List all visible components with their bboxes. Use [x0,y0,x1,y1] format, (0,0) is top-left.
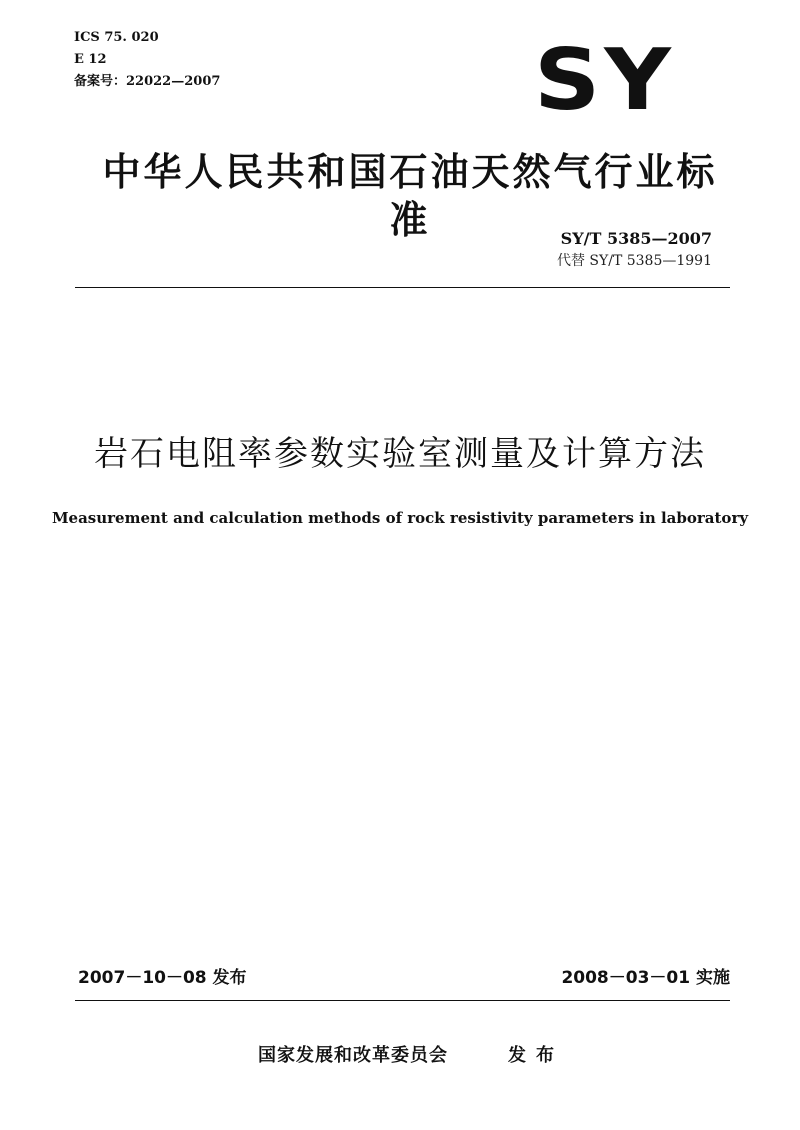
issuing-authority: 国家发展和改革委员会 [258,1045,448,1066]
bottom-divider [75,1000,730,1001]
replaces-standard: 代替 SY/T 5385—1991 [556,253,712,269]
standard-number: SY/T 5385—2007 [560,229,712,248]
top-divider [75,287,730,288]
ics-code: ICS 75. 020 [74,30,159,45]
implementation-date: 2008－03－01 实施 [561,968,730,988]
document-title-chinese: 岩石电阻率参数实验室测量及计算方法 [94,434,706,474]
classification-code: E 12 [74,52,107,67]
standard-organization: 中华人民共和国石油天然气行业标准 [102,150,718,242]
registration-number: 备案号：22022—2007 [74,74,221,89]
document-title-english: Measurement and calculation methods of rock resistivity parameters in laboratory [51,509,749,527]
sy-logo: SY [534,30,675,130]
issue-date: 2007－10－08 发布 [78,968,247,988]
issuing-label: 发布 [508,1045,564,1066]
